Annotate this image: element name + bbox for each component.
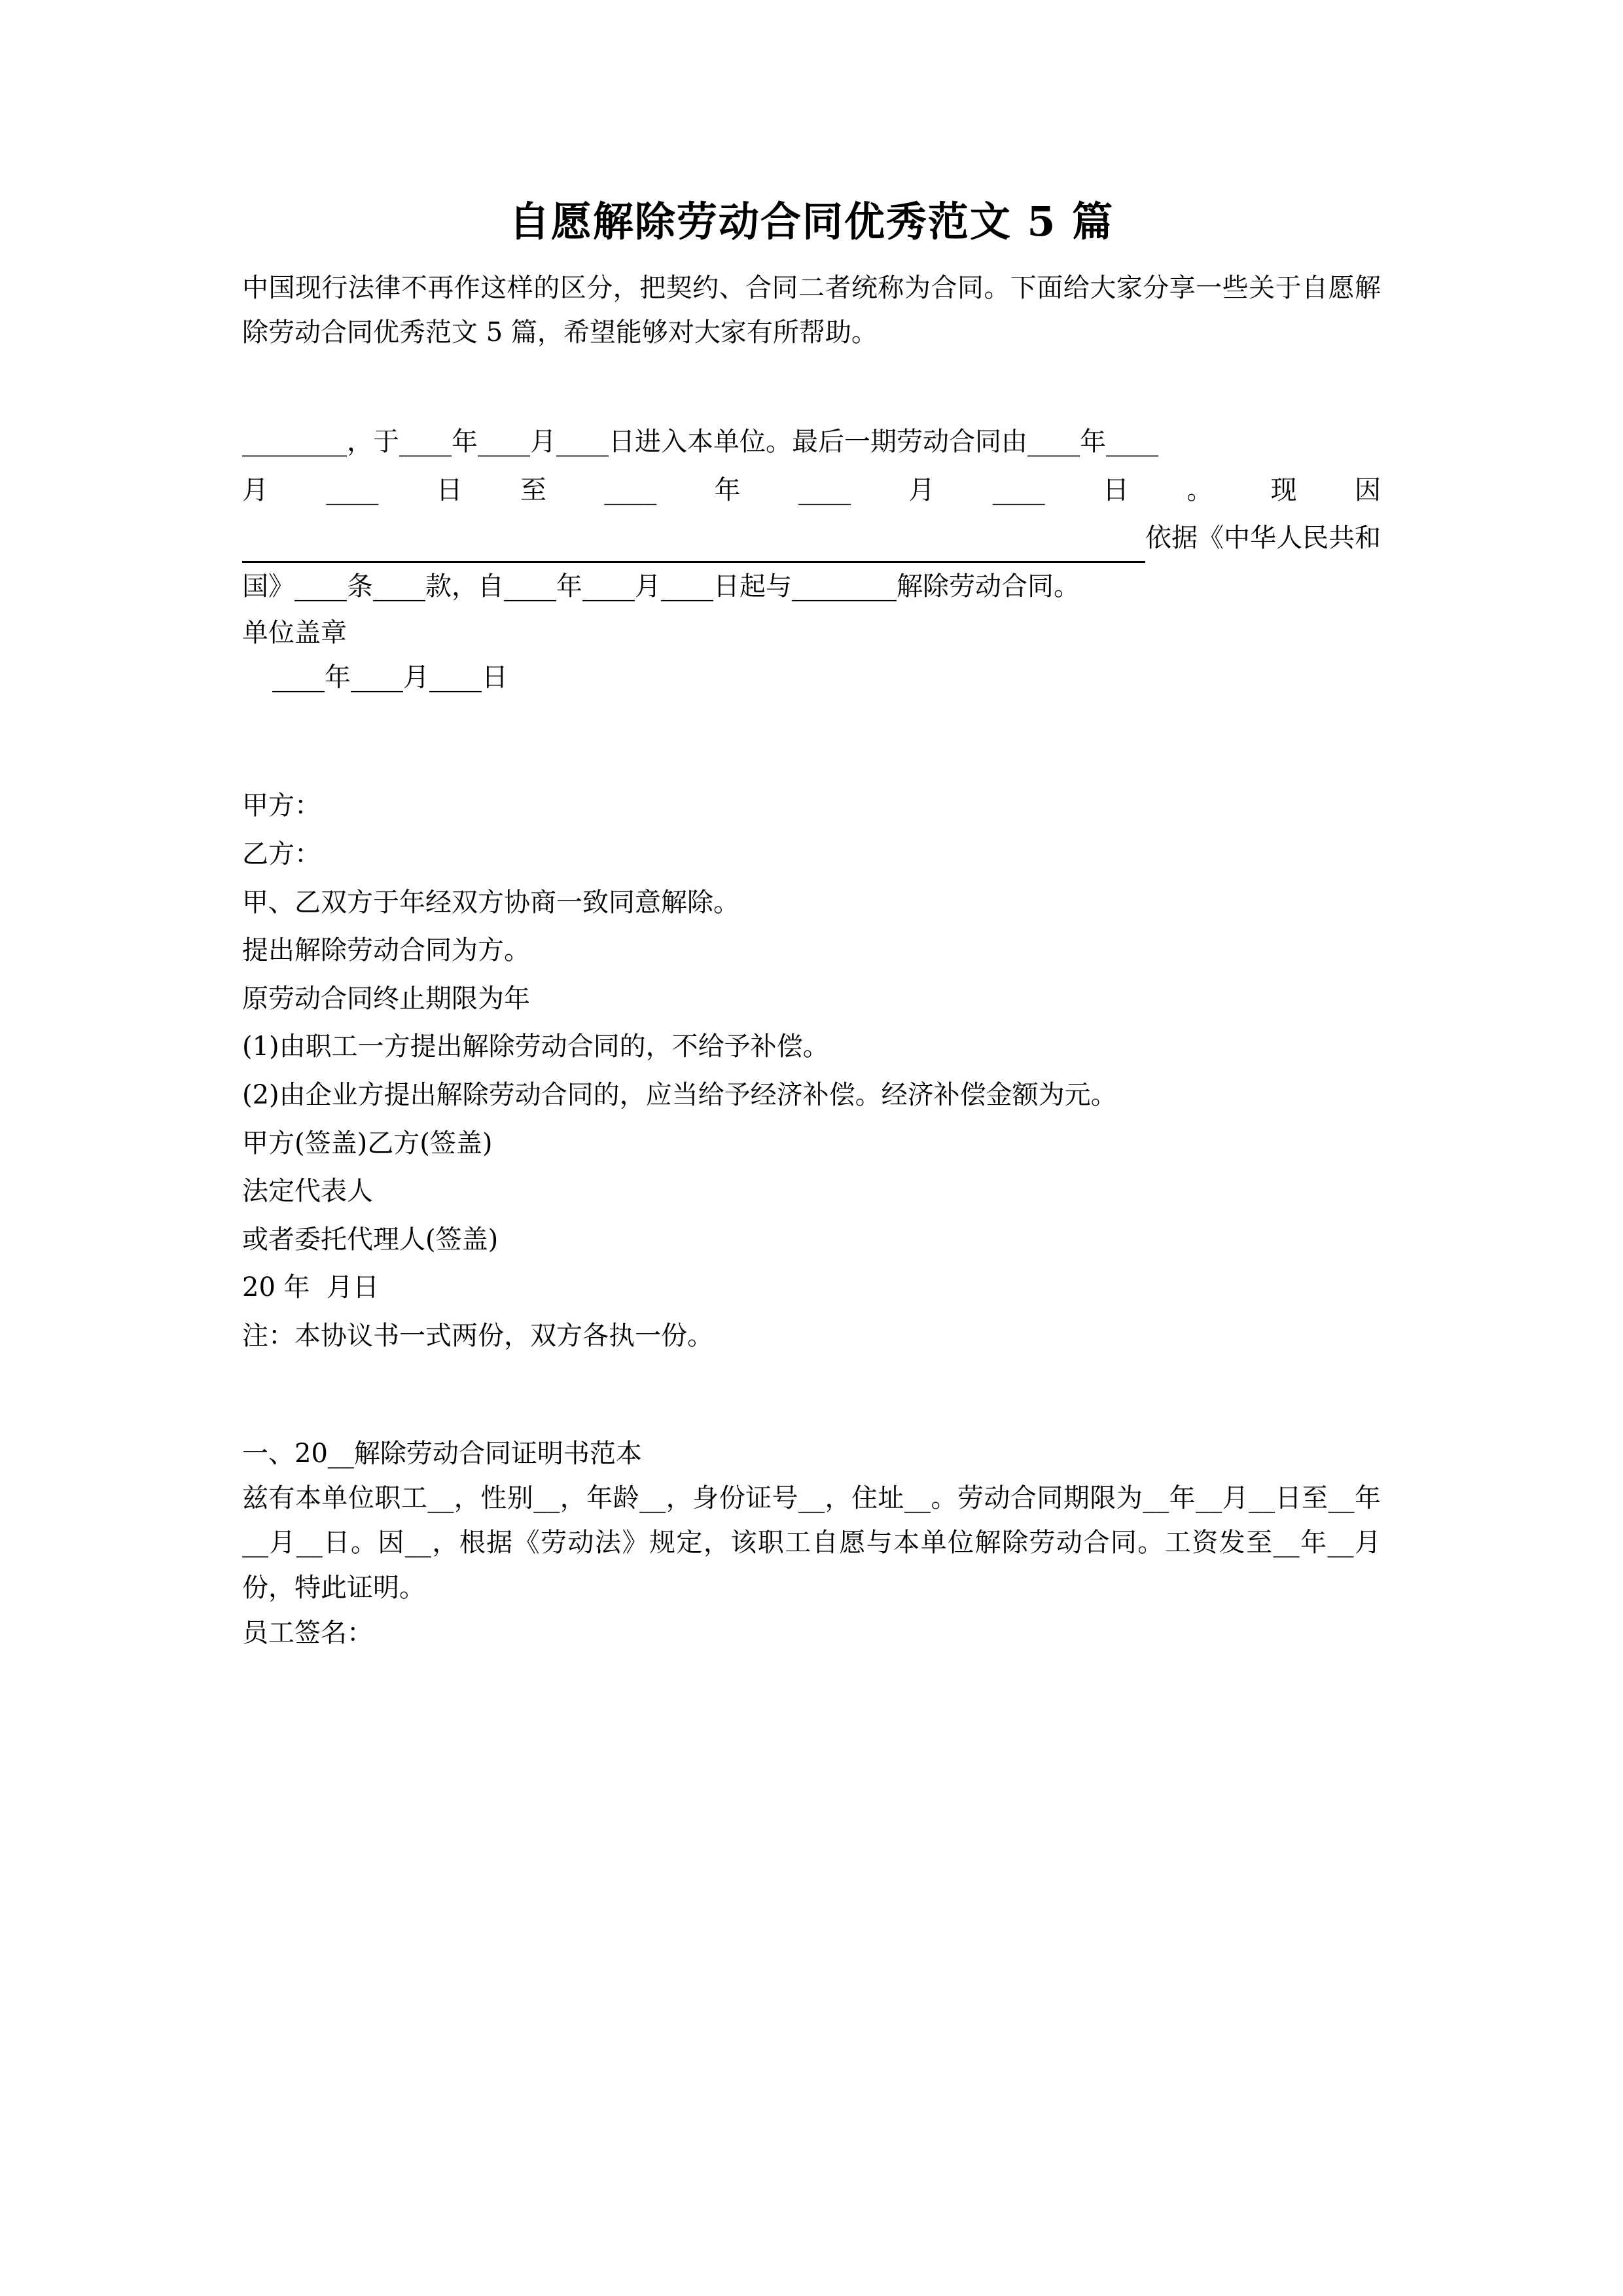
clause-proposer: 提出解除劳动合同为方。: [242, 935, 530, 966]
party-b-label: 乙方：: [242, 839, 321, 870]
page-title: 自愿解除劳动合同优秀范文 5 篇: [508, 198, 1115, 245]
form-token-5: 年: [714, 475, 741, 505]
spacer: [242, 355, 1381, 418]
form-line-legal-basis-text: 依据《中华人民共和: [1145, 523, 1381, 554]
form-token-11: 现: [1270, 475, 1297, 505]
form-token-6: ____: [798, 475, 851, 505]
agreement-note: 注：本协议书一式两份，双方各执一份。: [242, 1321, 713, 1351]
form-line-entry-date: ________，于____年____月____日进入本单位。最后一期劳动合同由____年____: [242, 427, 1158, 457]
form-token-9: 日: [1102, 475, 1129, 505]
form-token-4: ____: [604, 475, 657, 505]
form-token-10: 。: [1186, 475, 1213, 505]
form-line-legal-basis: [242, 514, 1381, 563]
seal-label: 单位盖章: [242, 618, 347, 649]
employee-signature-label: 员工签名：: [242, 1617, 373, 1648]
form-line-contract-period: [242, 467, 1381, 515]
form-token-1: ____: [326, 475, 379, 505]
seal-date-line: [242, 655, 1381, 700]
agreement-date-line: 20 年 月日: [242, 1272, 380, 1303]
authorized-agent-label: 或者委托代理人(签盖): [242, 1224, 499, 1255]
signature-line-parties: 甲方(签盖)乙方(签盖): [242, 1128, 493, 1158]
intro-paragraph: 中国现行法律不再作这样的区分，把契约、合同二者统称为合同。下面给大家分享一些关于自愿解除劳动合同优秀范文 5 篇，希望能够对大家有所帮助。: [242, 272, 1381, 348]
form-token-8: ____: [992, 475, 1045, 505]
clause-item-1: (1)由职工一方提出解除劳动合同的，不给予补偿。: [242, 1031, 829, 1062]
form-token-2: 日: [436, 475, 463, 505]
party-a-label: 甲方：: [242, 791, 321, 821]
clause-original-term: 原劳动合同终止期限为年: [242, 983, 530, 1014]
long-blank-rule: [242, 531, 1145, 563]
section-one-body: 兹有本单位职工__，性别__，年龄__，身份证号__，住址__。劳动合同期限为__年__月__日至__年__月__日。因__，根据《劳动法》规定，该职工自愿与本单位解除劳动合同。工资发至__年__月份，特此证明。: [242, 1482, 1381, 1604]
form-line-article-clause: 国》____条____款，自____年____月____日起与________解除劳动合同。: [242, 571, 1080, 601]
form-token-7: 月: [908, 475, 935, 505]
form-token-0: 月: [242, 475, 268, 505]
seal-date-text: ____年____月____日: [272, 662, 508, 693]
spacer: [242, 1361, 1381, 1424]
section-one-heading: 一、20__解除劳动合同证明书范本: [242, 1438, 642, 1469]
legal-representative-label: 法定代表人: [242, 1176, 373, 1207]
spacer: [242, 1424, 1381, 1431]
clause-consensus: 甲、乙双方于年经双方协商一致同意解除。: [242, 887, 740, 918]
form-token-12: 因: [1354, 475, 1381, 505]
spacer: [242, 700, 1381, 762]
form-token-3: 至: [520, 475, 546, 505]
clause-item-2: (2)由企业方提出解除劳动合同的，应当给予经济补偿。经济补偿金额为元。: [242, 1080, 1117, 1111]
spacer: [242, 762, 1381, 782]
